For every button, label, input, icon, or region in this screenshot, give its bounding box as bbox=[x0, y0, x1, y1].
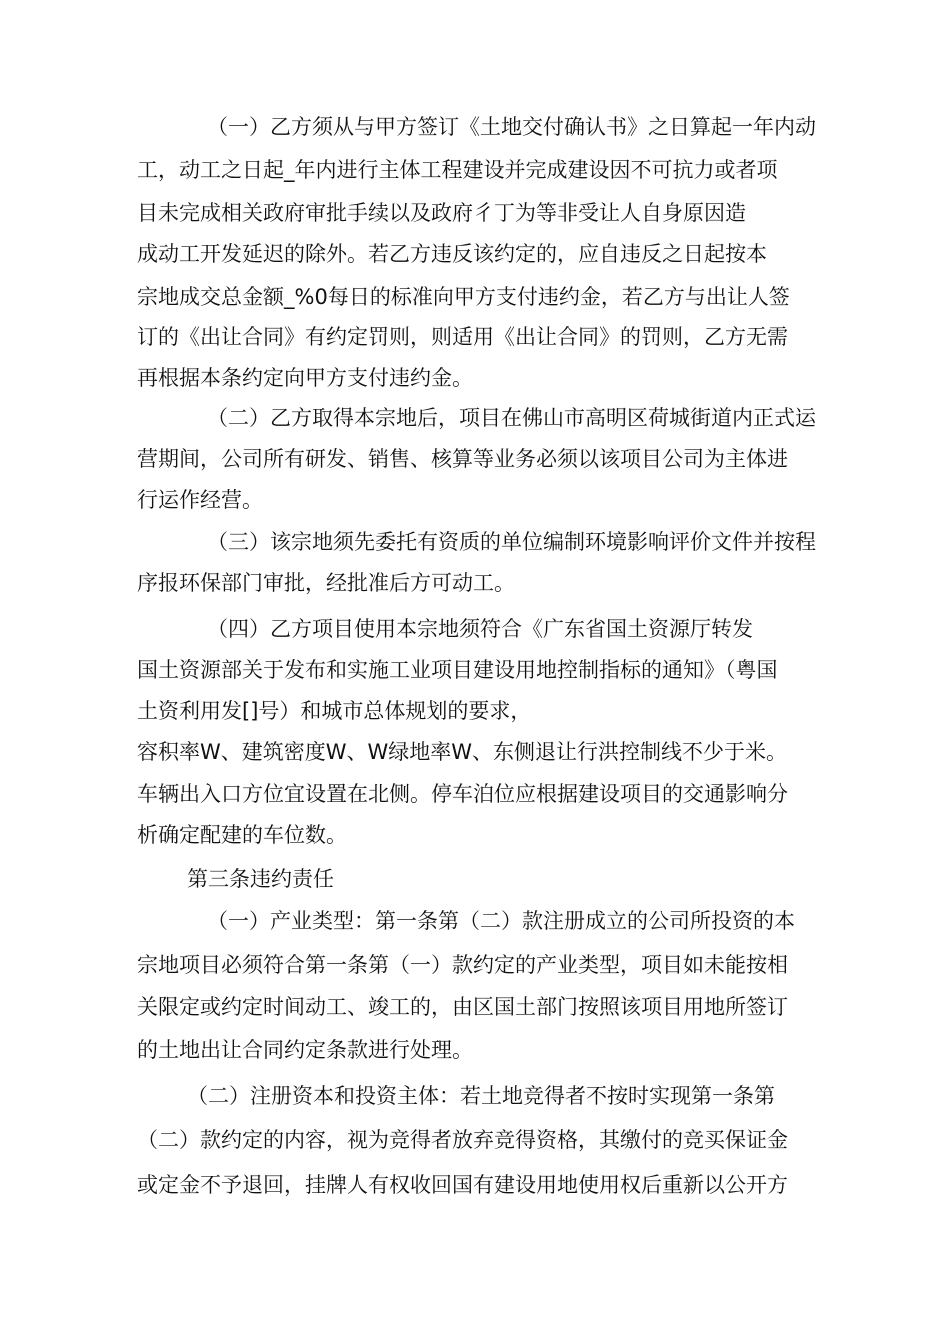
text-line: 或定金不予退回，挂牌人有权收回国有建设用地使用权后重新以公开方 bbox=[137, 1173, 788, 1197]
text-line: 成动工开发延迟的除外。若乙方违反该约定的，应自违反之日起按本 bbox=[137, 242, 767, 266]
text-line: 关限定或约定时间动工、竣工的，由区国土部门按照该项目用地所签订 bbox=[137, 995, 788, 1019]
text-line: （二）注册资本和投资主体：若土地竞得者不按时实现第一条第 bbox=[187, 1084, 775, 1108]
text-line: 再根据本条约定向甲方支付违约金。 bbox=[137, 366, 473, 390]
text-line: 订的《出让合同》有约定罚则，则适用《出让合同》的罚则，乙方无需 bbox=[137, 325, 788, 349]
text-line: 行运作经营。 bbox=[137, 488, 263, 512]
section-heading: 第三条违约责任 bbox=[187, 867, 334, 891]
text-line: （四）乙方项目使用本宗地须符合《广东省国土资源厅转发 bbox=[207, 617, 753, 641]
text-line: 宗地项目必须符合第一条第（一）款约定的产业类型，项目如未能按相 bbox=[137, 953, 788, 977]
text-line: 目未完成相关政府审批手续以及政府彳丁为等非受让人自身原因造 bbox=[137, 201, 746, 225]
text-line: 序报环保部门审批，经批准后方可动工。 bbox=[137, 571, 515, 595]
text-line: 析确定配建的车位数。 bbox=[137, 823, 347, 847]
text-line: 国土资源部关于发布和实施工业项目建设用地控制指标的通知》（粤国 bbox=[137, 658, 778, 682]
text-line: （二）乙方取得本宗地后，项目在佛山市高明区荷城街道内正式运 bbox=[207, 406, 816, 430]
text-line: 工，动工之日起_年内进行主体工程建设并完成建设因不可抗力或者项 bbox=[137, 158, 778, 182]
text-line: 宗地成交总金额_%0每日的标准向甲方支付违约金，若乙方与出让人签 bbox=[137, 285, 790, 309]
text-line: 车辆出入口方位宜设置在北侧。停车泊位应根据建设项目的交通影响分 bbox=[137, 782, 788, 806]
text-line: （二）款约定的内容，视为竞得者放弃竞得资格，其缴付的竞买保证金 bbox=[137, 1128, 788, 1152]
text-line: 的土地出让合同约定条款进行处理。 bbox=[137, 1038, 473, 1062]
text-line: （三）该宗地须先委托有资质的单位编制环境影响评价文件并按程 bbox=[207, 530, 816, 554]
text-line: （一）乙方须从与甲方签订《土地交付确认书》之日算起一年内动 bbox=[207, 115, 816, 139]
text-line: （一）产业类型：第一条第（二）款注册成立的公司所投资的本 bbox=[207, 909, 795, 933]
text-line: 营期间，公司所有研发、销售、核算等业务必须以该项目公司为主体进 bbox=[137, 447, 788, 471]
text-line: 土资利用发[]号）和城市总体规划的要求， bbox=[137, 699, 532, 723]
text-line: 容积率W、建筑密度W、W绿地率W、东侧退让行洪控制线不少于米。 bbox=[137, 740, 788, 764]
